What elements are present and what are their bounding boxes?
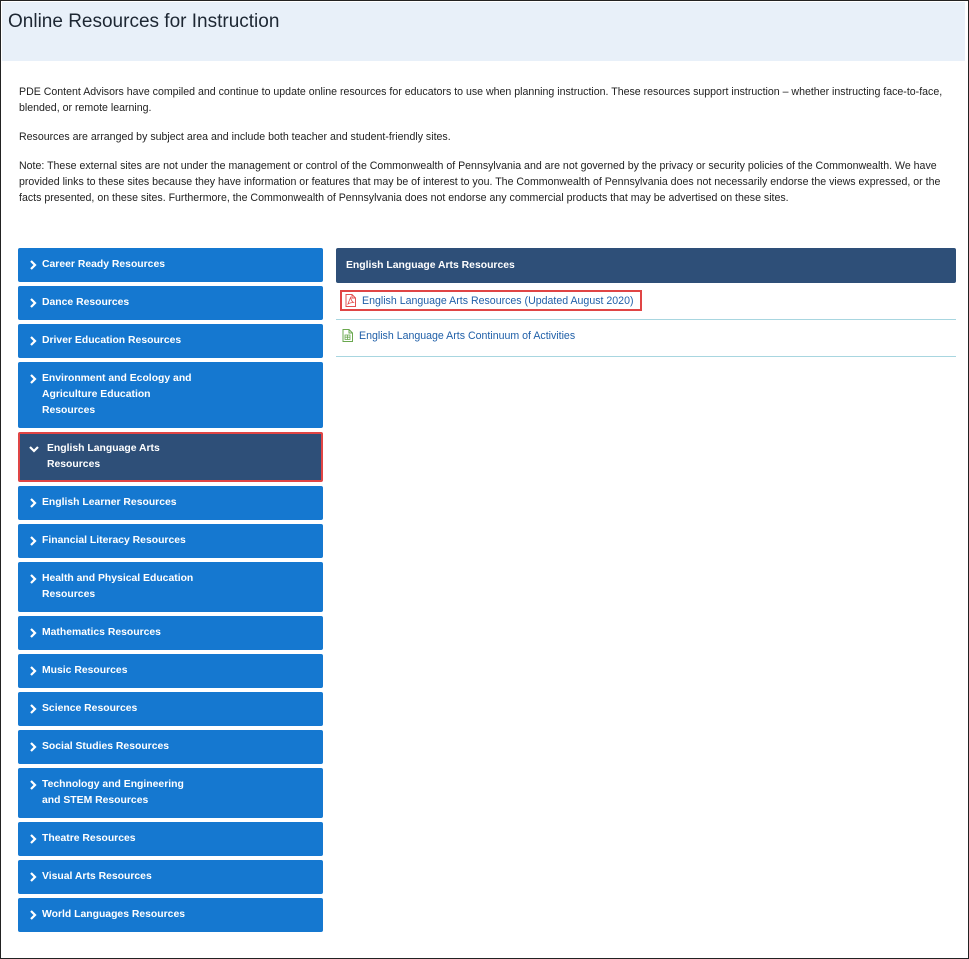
chevron-right-icon bbox=[28, 333, 38, 349]
chevron-right-icon bbox=[28, 625, 38, 641]
chevron-right-icon bbox=[28, 907, 38, 923]
intro-paragraph: Resources are arranged by subject area and include both teacher and student-friendly sites. bbox=[19, 131, 451, 143]
accordion-item-label: Science Resources bbox=[42, 703, 138, 714]
chevron-right-icon bbox=[28, 495, 38, 511]
accordion-item-financial-literacy[interactable] bbox=[18, 524, 323, 558]
chevron-right-icon bbox=[28, 739, 38, 755]
accordion-item-english-learner[interactable] bbox=[18, 486, 323, 520]
chevron-right-icon bbox=[28, 371, 38, 387]
chevron-right-icon bbox=[28, 663, 38, 679]
accordion-item-label: Theatre Resources bbox=[42, 833, 136, 844]
chevron-right-icon bbox=[28, 533, 38, 549]
accordion-item-label: Financial Literacy Resources bbox=[42, 535, 186, 546]
spreadsheet-file-icon bbox=[342, 329, 353, 342]
chevron-right-icon bbox=[28, 257, 38, 273]
accordion-item-label: Career Ready Resources bbox=[42, 259, 166, 270]
chevron-right-icon bbox=[28, 701, 38, 717]
pdf-file-icon bbox=[345, 294, 356, 307]
chevron-down-icon bbox=[29, 441, 39, 457]
chevron-right-icon bbox=[28, 571, 38, 587]
accordion-item-label: Mathematics Resources bbox=[42, 627, 161, 638]
accordion-item-label: Driver Education Resources bbox=[42, 335, 182, 346]
accordion-item-driver-education[interactable] bbox=[18, 324, 323, 358]
accordion-item-label: Dance Resources bbox=[42, 297, 130, 308]
resource-link-row bbox=[336, 283, 956, 320]
accordion-item-label: Social Studies Resources bbox=[42, 741, 170, 752]
accordion-item-visual-arts[interactable] bbox=[18, 860, 323, 894]
accordion-item-social-studies[interactable] bbox=[18, 730, 323, 764]
accordion-item-dance[interactable] bbox=[18, 286, 323, 320]
chevron-right-icon bbox=[28, 777, 38, 793]
accordion-item-theatre[interactable] bbox=[18, 822, 323, 856]
resource-link-ela-resources[interactable]: English Language Arts Resources (Updated August 2020) bbox=[362, 294, 634, 307]
resource-panel bbox=[336, 248, 956, 357]
panel-heading: English Language Arts Resources bbox=[336, 248, 956, 283]
page-title: Online Resources for Instruction bbox=[8, 11, 280, 32]
accordion-item-english-language-arts[interactable] bbox=[18, 432, 323, 482]
chevron-right-icon bbox=[28, 831, 38, 847]
accordion-item-music[interactable] bbox=[18, 654, 323, 688]
intro-paragraph: PDE Content Advisors have compiled and continue to update online resources for educators to use when planning instruction. These resources support instruction – whether instructing face-to-face, blended, or remote learning. bbox=[19, 86, 943, 114]
accordion-item-label: Technology and Engineering and STEM Resources bbox=[42, 779, 184, 806]
subject-accordion bbox=[18, 248, 323, 936]
accordion-item-label: Visual Arts Resources bbox=[42, 871, 152, 882]
chevron-right-icon bbox=[28, 295, 38, 311]
accordion-item-label: Health and Physical Education Resources bbox=[42, 573, 194, 600]
accordion-item-label: Music Resources bbox=[42, 665, 128, 676]
accordion-item-mathematics[interactable] bbox=[18, 616, 323, 650]
resource-link-row bbox=[336, 320, 956, 357]
accordion-item-science[interactable] bbox=[18, 692, 323, 726]
accordion-item-technology-engineering-stem[interactable] bbox=[18, 768, 323, 818]
disclaimer-paragraph: Note: These external sites are not under the management or control of the Commonwealth of Pennsylvania and are not governed by the privacy or security policies of the Commonwealth. We have provided links to these sites because they have information or features that may be of interest to you. The Commonwealth of Pennsylvania does not necessarily endorse the views expressed, or the facts presented, on these sites. Furthermore, the Commonwealth of Pennsylvania does not endorse any commercial products that may be advertised on these sites. bbox=[19, 160, 941, 204]
resource-link-ela-continuum[interactable]: English Language Arts Continuum of Activities bbox=[359, 329, 576, 342]
intro-text bbox=[19, 84, 944, 219]
page-header bbox=[2, 2, 965, 61]
accordion-item-career-ready[interactable] bbox=[18, 248, 323, 282]
accordion-item-label: English Language Arts Resources bbox=[47, 443, 160, 470]
accordion-item-environment-ecology[interactable] bbox=[18, 362, 323, 428]
accordion-item-label: English Learner Resources bbox=[42, 497, 177, 508]
chevron-right-icon bbox=[28, 869, 38, 885]
accordion-item-label: Environment and Ecology and Agriculture Education Resources bbox=[42, 373, 192, 416]
accordion-item-world-languages[interactable] bbox=[18, 898, 323, 932]
accordion-item-health-physical-education[interactable] bbox=[18, 562, 323, 612]
accordion-item-label: World Languages Resources bbox=[42, 909, 186, 920]
